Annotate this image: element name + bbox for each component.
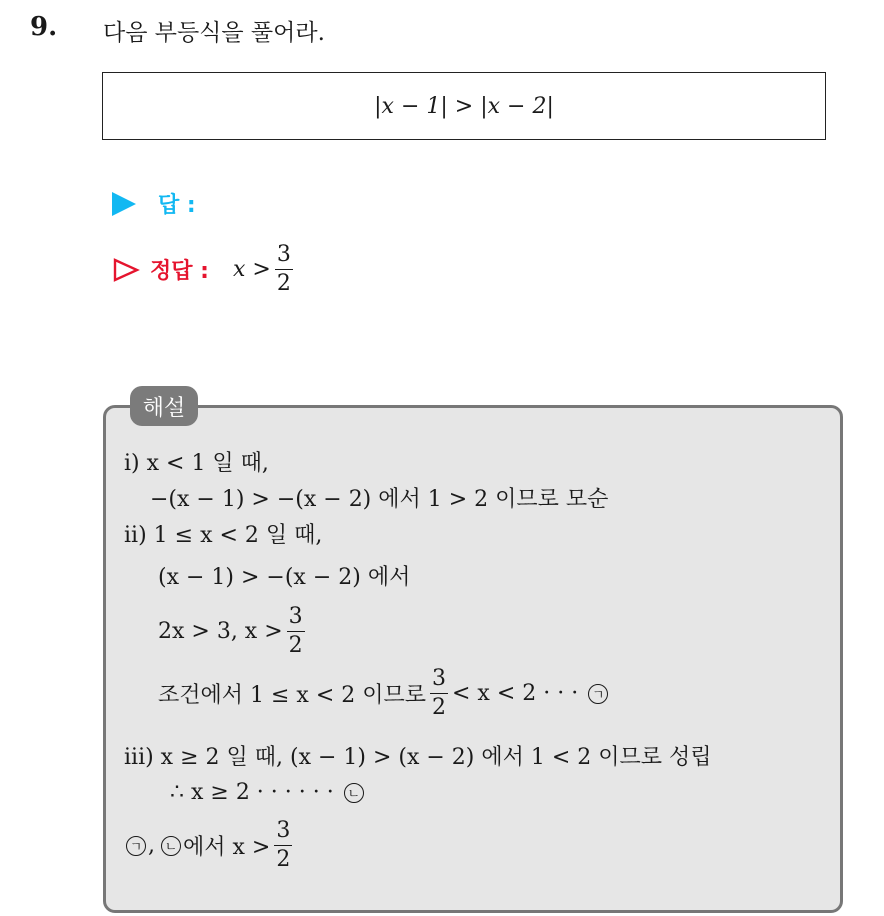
solution-line-7: iii) x ≥ 2 일 때, (x − 1) > (x − 2) 에서 1 < 2 이므로 성립 — [124, 745, 712, 770]
solution-line-6-text: 조건에서 1 ≤ x < 2 이므로 — [158, 683, 426, 708]
solution-line-6 — [158, 668, 610, 719]
solution-line-9-text: 에서 x > — [183, 835, 271, 860]
solution-line-9-comma: , — [148, 833, 155, 858]
solution-line-4: (x − 1) > −(x − 2) 에서 — [158, 565, 411, 590]
inequality: |x − 1| > |x − 2| — [374, 93, 554, 119]
circled-mark-a: ㄱ — [588, 684, 608, 704]
question-number: 9. — [30, 12, 58, 42]
correct-answer-prefix: x > — [232, 257, 271, 282]
correct-answer-row — [112, 244, 297, 295]
circled-mark-b: ㄴ — [161, 836, 181, 856]
fraction-denominator: 2 — [276, 847, 291, 872]
solution-line-5 — [158, 606, 309, 657]
solution-fraction-1 — [287, 606, 305, 657]
solution-fraction-3 — [274, 820, 292, 871]
correct-answer-label: 정답 : — [150, 259, 209, 284]
question-text: 다음 부등식을 풀어라. — [103, 20, 325, 46]
fraction-denominator: 2 — [288, 633, 303, 658]
solution-line-5-text: 2x > 3, x > — [158, 619, 283, 644]
fraction-numerator: 3 — [430, 668, 448, 694]
correct-answer-fraction — [275, 244, 293, 295]
fraction-denominator: 2 — [276, 271, 291, 296]
solution-line-3: ii) 1 ≤ x < 2 일 때, — [124, 523, 323, 548]
fraction-denominator: 2 — [432, 695, 446, 720]
fraction-numerator: 3 — [287, 606, 305, 632]
fraction-numerator: 3 — [274, 820, 292, 846]
solution-line-9 — [124, 820, 296, 871]
circled-mark-b: ㄴ — [344, 783, 364, 803]
answer-row — [112, 188, 196, 219]
inequality-box — [102, 72, 826, 140]
fraction-numerator: 3 — [275, 244, 293, 270]
solution-line-8 — [170, 780, 366, 805]
solution-line-1: i) x < 1 일 때, — [124, 451, 269, 476]
correct-arrow-icon — [112, 257, 140, 283]
answer-label: 답 : — [158, 193, 196, 218]
solution-line-2: −(x − 1) > −(x − 2) 에서 1 > 2 이므로 모순 — [150, 487, 609, 512]
circled-mark-a: ㄱ — [126, 836, 146, 856]
solution-fraction-2 — [430, 668, 448, 719]
solution-line-6-suffix: < x < 2 · · · — [452, 681, 579, 706]
solution-line-8-text: ∴ x ≥ 2 · · · · · · — [170, 780, 334, 805]
answer-arrow-icon — [112, 192, 136, 216]
solution-tab: 해설 — [130, 386, 198, 426]
